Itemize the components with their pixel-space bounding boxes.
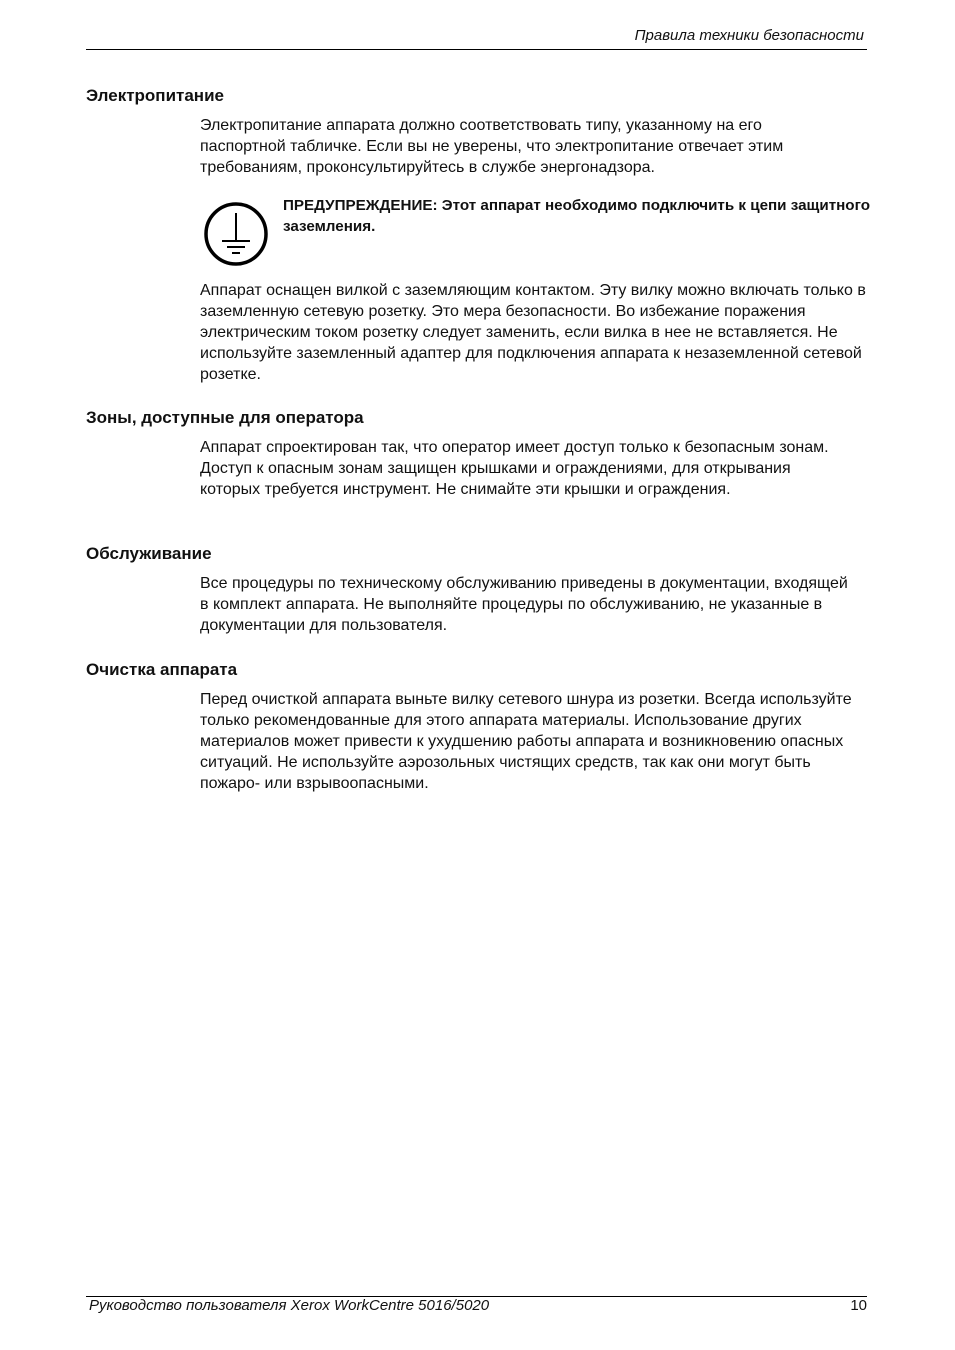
- section-paragraph-power-plug: Аппарат оснащен вилкой с заземляющим контактом. Эту вилку можно включать только в заземленную сетевую розетку. Это мера безопасности. Во избежание поражения электрическим током розетку следует заменить, если вилка в нее не вставляется. Не используйте заземленный адаптер для подключения аппарата к незаземленной сетевой розетке.: [200, 282, 866, 383]
- running-header: Правила техники безопасности: [634, 27, 864, 44]
- section-heading-power: Электропитание: [86, 86, 224, 105]
- protective-earth-ground-icon: [203, 201, 269, 267]
- section-paragraph-power: Электропитание аппарата должно соответствовать типу, указанному на его паспортной табличке. Если вы не уверены, что электропитание отвечает этим требованиям, проконсультируйтесь в службе энергонадзора.: [200, 117, 784, 176]
- page-number: 10: [850, 1297, 867, 1314]
- section-heading-cleaning: Очистка аппарата: [86, 660, 238, 679]
- section-heading-operator-zones: Зоны, доступные для оператора: [86, 408, 364, 427]
- header-divider: [86, 49, 867, 50]
- section-heading-maintenance: Обслуживание: [86, 544, 212, 563]
- section-paragraph-maintenance: Все процедуры по техническому обслуживанию приведены в документации, входящей в комплект аппарата. Не выполняйте процедуры по обслуживанию, не указанные в документации для пользователя.: [200, 575, 848, 634]
- section-paragraph-cleaning: Перед очисткой аппарата выньте вилку сетевого шнура из розетки. Всегда используйте только рекомендованные для этого аппарата материалы. Использование других материалов может привести к ухудшению работы аппарата и возникновению опасных ситуаций. Не используйте аэрозольных чистящих средств, так как они могут быть пожаро- или взрывоопасными.: [200, 691, 852, 792]
- footer-guide-title: Руководство пользователя Xerox WorkCentre 5016/5020: [89, 1297, 490, 1314]
- section-paragraph-operator-zones: Аппарат спроектирован так, что оператор имеет доступ только к безопасным зонам. Доступ к опасным зонам защищен крышками и ограждениями, для открывания которых требуется инструмент. Не снимайте эти крышки и ограждения.: [200, 439, 829, 498]
- warning-text-grounding: ПРЕДУПРЕЖДЕНИЕ: Этот аппарат необходимо подключить к цепи защитного заземления.: [283, 197, 870, 235]
